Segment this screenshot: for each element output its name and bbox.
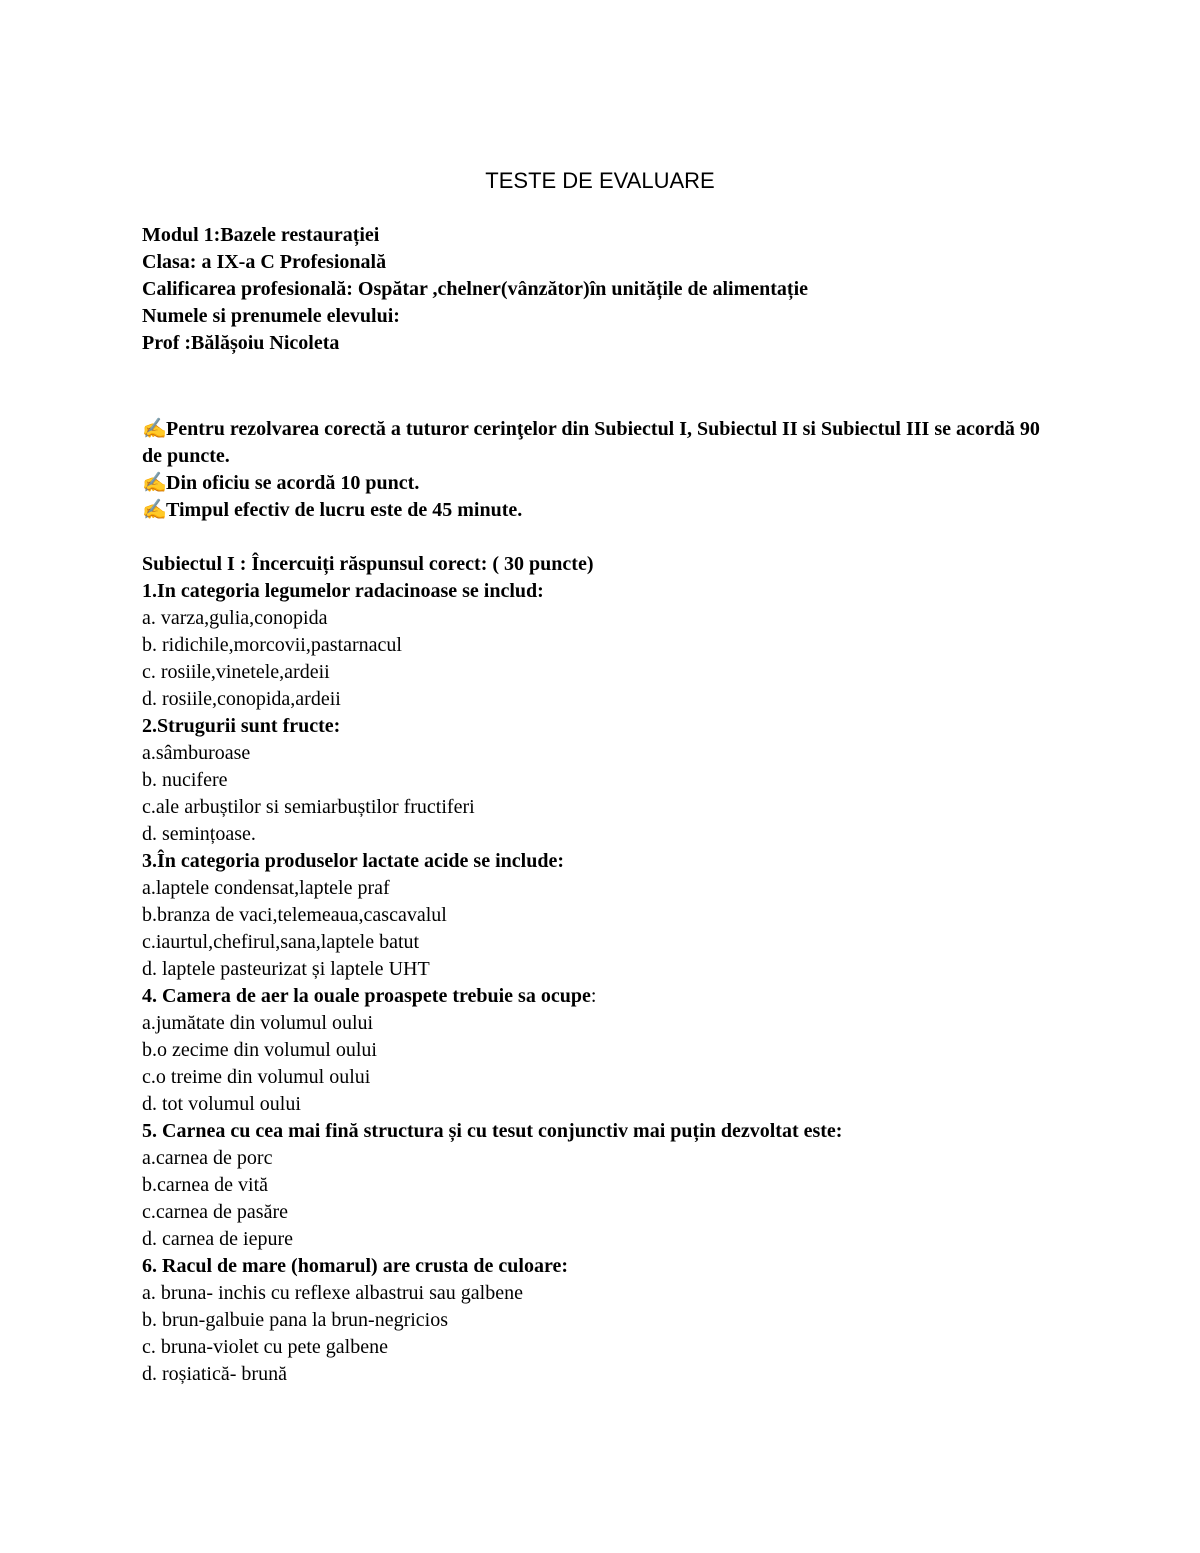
option: a.carnea de porc [142, 1147, 273, 1169]
instruction-text: Timpul efectiv de lucru este de 45 minute. [166, 499, 523, 521]
option: d. laptele pasteurizat și laptele UHT [142, 958, 430, 980]
question-4 [142, 983, 1062, 1010]
option: a.laptele condensat,laptele praf [142, 877, 390, 899]
option: d. carnea de iepure [142, 1228, 294, 1250]
option: c.ale arbuștilor si semiarbuștilor fructiferi [142, 796, 475, 818]
option: c.iaurtul,chefirul,sana,laptele batut [142, 931, 420, 953]
subject-heading: Subiectul I : Încercuiți răspunsul corect: ( 30 puncte) [142, 553, 594, 575]
option: c.o treime din volumul oului [142, 1066, 371, 1088]
option: b.o zecime din volumul oului [142, 1039, 377, 1061]
option: c. bruna-violet cu pete galbene [142, 1336, 388, 1358]
option: d. semințoase. [142, 823, 256, 845]
subject-section [142, 551, 1062, 1388]
option: b. ridichile,morcovii,pastarnacul [142, 634, 402, 656]
modul-line: Modul 1:Bazele restaurației [142, 224, 380, 246]
option: a.jumătate din volumul oului [142, 1012, 374, 1034]
option: a.sâmburoase [142, 742, 251, 764]
hand-writing-icon: ✍ [142, 418, 167, 440]
question-4-text: 4. Camera de aer la ouale proaspete trebuie sa ocupe [142, 985, 591, 1007]
hand-writing-icon: ✍ [142, 472, 167, 494]
document-title: TESTE DE EVALUARE [485, 168, 715, 193]
header-info [142, 222, 1062, 357]
option: c.carnea de pasăre [142, 1201, 288, 1223]
option: b.branza de vaci,telemeaua,cascavalul [142, 904, 447, 926]
instruction-item [142, 416, 1062, 470]
question-4-tail: : [590, 985, 597, 1007]
option: b.carnea de vită [142, 1174, 269, 1196]
option: c. rosiile,vinetele,ardeii [142, 661, 330, 683]
hand-writing-icon: ✍ [142, 499, 167, 521]
question-1: 1.In categoria legumelor radacinoase se includ: [142, 580, 544, 602]
instruction-item [142, 497, 1062, 524]
option: a. varza,gulia,conopida [142, 607, 328, 629]
question-6: 6. Racul de mare (homarul) are crusta de culoare: [142, 1255, 569, 1277]
teacher-line: Prof :Bălășoiu Nicoleta [142, 332, 340, 354]
question-2: 2.Strugurii sunt fructe: [142, 715, 341, 737]
option: d. tot volumul oului [142, 1093, 301, 1115]
instructions [142, 416, 1062, 524]
instruction-item [142, 470, 1062, 497]
question-3: 3.În categoria produselor lactate acide se include: [142, 850, 564, 872]
calificare-line: Calificarea profesională: Ospătar ,chelner(vânzător)în unitățile de alimentație [142, 278, 809, 300]
instruction-text: Din oficiu se acordă 10 punct. [166, 472, 420, 494]
option: d. rosiile,conopida,ardeii [142, 688, 341, 710]
option: b. brun-galbuie pana la brun-negricios [142, 1309, 449, 1331]
instruction-text: Pentru rezolvarea corectă a tuturor cerinţelor din Subiectul I, Subiectul II si Subiectul III se acordă 90 de puncte. [142, 418, 1040, 467]
option: a. bruna- inchis cu reflexe albastrui sau galbene [142, 1282, 523, 1304]
clasa-line: Clasa: a IX-a C Profesională [142, 251, 387, 273]
option: b. nucifere [142, 769, 228, 791]
student-name-line: Numele si prenumele elevului: [142, 305, 400, 327]
question-5: 5. Carnea cu cea mai fină structura și cu tesut conjunctiv mai puțin dezvoltat este: [142, 1120, 843, 1142]
option: d. roșiatică- brună [142, 1363, 287, 1385]
